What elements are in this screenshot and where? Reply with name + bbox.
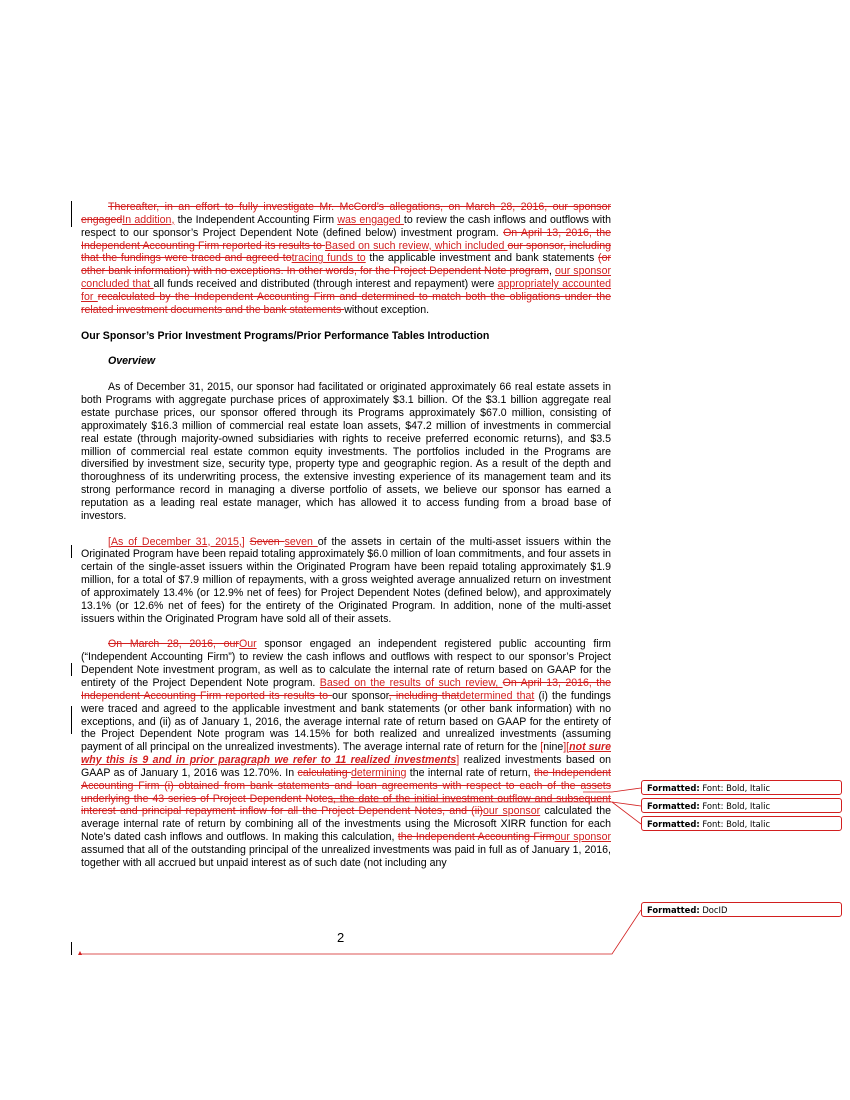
paragraph-repayments: [As of December 31, 2015,] Seven seven of the assets in certain of the multi-asset issuers within the Originated Program have been repaid totaling approximately $6.0 million of loan commitments, and four assets in certain of the single-asset issuers within the Originated Program have been repaid totaling approximately $1.9 million, for a total of $7.9 million of repayments, with a gross weighted average annualized return on investment of approximately 13.4% (or 12.9% net of fees) for Project Dependent Notes (defined below), and approximately 13.1% (or 12.6% net of fees) for the entirety of the Originated Program. In addition, none of the multi-asset issuers within the Originated Program have sold all of their assets. <box>81 535 611 625</box>
paragraph-independent-review: Thereafter, in an effort to fully investigate Mr. McCord’s allegations, on March 28, 2016, our sponsor engagedIn addition, the Independent Accounting Firm was engaged to review the cash inflows and outflows with respect to our sponsor’s Project Dependent Note (defined below) investment program. On April 13, 2016, the Independent Accounting Firm reported its results to Based on such review, which included our sponsor, including that the fundings were traced and agreed totracing funds to the applicable investment and bank statements (or other bank information) with no exceptions. In other words, for the Project Dependent Note program, our sponsor concluded that all funds received and distributed (through interest and repayment) were appropriately accounted for recalculated by the Independent Accounting Firm and determined to match both the obligations under the related investment documents and the bank statements without exception. <box>81 201 611 316</box>
deleted-text: , including that <box>388 689 460 702</box>
inserted-text: ][ <box>563 741 570 754</box>
section-heading: Our Sponsor’s Prior Investment Programs/Prior Performance Tables Introduction <box>81 329 490 342</box>
balloon-connector <box>328 802 641 806</box>
inserted-text: seven <box>284 535 318 548</box>
formatting-balloon[interactable]: Formatted: Font: Bold, Italic <box>641 798 842 813</box>
deleted-text: our sponsor, including that the fundings were traced and agreed to <box>81 239 611 265</box>
inserted-text: [ <box>540 741 544 754</box>
inserted-text: [As of December 31, 2015,] <box>108 535 245 548</box>
anchor-marker <box>78 951 82 955</box>
inserted-text: ] <box>456 754 460 767</box>
inserted-text: determined that <box>459 689 535 702</box>
section-subheading: Overview <box>108 355 156 368</box>
inserted-text: tracing funds to <box>291 252 366 265</box>
inserted-text: Based on the results of such review, <box>319 677 503 689</box>
deleted-text: On April 13, 2016, the Independent Accounting Firm reported its results to <box>81 677 611 702</box>
deleted-text: Seven <box>249 535 285 548</box>
balloon-connector <box>583 788 641 792</box>
formatting-balloon[interactable]: Formatted: Font: Bold, Italic <box>641 780 842 795</box>
inserted-text: appropriately accounted for <box>81 278 611 303</box>
inserted-text: Our <box>238 638 257 651</box>
deleted-text: recalculated by the Independent Accounting Firm and determined to match both the obligations under the related investment documents and the bank statements <box>81 290 611 316</box>
formatting-balloon[interactable]: Formatted: Font: Bold, Italic <box>641 816 842 831</box>
inserted-text: our sponsor <box>482 805 541 818</box>
inserted-text: our sponsor <box>554 831 611 844</box>
balloon-connector <box>80 910 641 954</box>
inserted-text: Based on such review, which included <box>324 239 508 252</box>
inserted-text: determining <box>351 766 407 779</box>
paragraph-overview: As of December 31, 2015, our sponsor had facilitated or originated approximately 66 real estate assets in both Programs with aggregate purchase prices of approximately $3.1 billion. Of the $3.1 billion aggregate real estate purchase prices, our sponsor offered through its Programs approximately $67.0 million, consisting of approximately $16.3 million of commercial real estate loan assets, $47.2 million of investments in commercial real estate (through majority-owned subsidiaries with rights to receive preferred economic returns), and $3.5 million of commercial real estate common equity investments. The portfolios included in the Programs are diversified by investment size, security type, property type and geographic region. As a result of the depth and thoroughness of its underwriting process, the extensive investing experience of its management team and its strong performance record in managing a diverse portfolio of assets, we believe our sponsor has earned a reputation as a leading real estate manager, which has allowed it to access funding from a broad base of investors. <box>81 381 611 522</box>
inserted-comment-text: not sure why this is 9 and in prior paragraph we refer to 11 realized investments <box>81 741 611 767</box>
deleted-text: calculating <box>297 766 351 779</box>
page-number: 2 <box>337 930 345 945</box>
paragraph-accounting-firm: On March 28, 2016, ourOur sponsor engaged an independent registered public accounting firm (“Independent Accounting Firm”) to review the cash inflows and outflows with respect to our sponsor’s Project Dependent Note investment program, as well as to calculate the internal rate of return based on GAAP for the entirety of the Project Dependent Note program. Based on the results of such review, On April 13, 2016, the Independent Accounting Firm reported its results to our sponsor, including thatdetermined that (i) the fundings were traced and agreed to the applicable investment and bank statements (or other bank information) with no exceptions, and (ii) as of January 1, 2016, the average internal rate of return based on GAAP for the entirety of the Project Dependent Note program was 14.15% for both realized and unrealized investments (assuming payment of all principal on the unrealized investments). The average internal rate of return for the [nine][not sure why this is 9 and in prior paragraph we refer to 11 realized investments] realized investments based on GAAP as of January 1, 2016 was 12.70%. In calculating determining the internal rate of return, the Independent Accounting Firm (i) obtained from bank statements and loan agreements with respect to each of the assets underlying the 43 series of Project Dependent Notes, the date of the initial investment outflow and subsequent interest and principal repayment inflow for all the Project Dependent Notes, and (ii)our sponsor calculated the average internal rate of return by combining all of the investments using the Microsoft XIRR function for each Note’s dated cash inflows and outflows. In making this calculation, the Independent Accounting Firmour sponsor assumed that all of the outstanding principal of the unrealized investments was paid in full as of January 1, 2016, together with all accrued but unpaid interest as of such date (not including any <box>81 638 612 869</box>
inserted-text: In addition, <box>122 213 175 226</box>
deleted-text: On March 28, 2016, our <box>108 638 239 651</box>
deleted-text: Thereafter, in an effort to fully investigate Mr. McCord’s allegations, on March 28, 2016, our sponsor engaged <box>81 201 611 226</box>
deleted-text: (or other bank information) with no exceptions. In other words, for the Project Dependent Note program <box>81 252 611 278</box>
deleted-text: On April 13, 2016, the Independent Accounting Firm reported its results to <box>81 226 611 252</box>
inserted-text: was engaged <box>337 213 404 226</box>
inserted-text: our sponsor concluded that <box>81 265 611 291</box>
deleted-text: the Independent Accounting Firm <box>397 831 555 844</box>
deleted-text: the Independent Accounting Firm (i) obtained from bank statements and loan agreements with respect to each of the assets underlying the 43 series of Project Dependent Notes, the date of the initial investment outflow and subsequent interest and principal repayment inflow for all the Project Dependent Notes, and (ii) <box>81 766 611 818</box>
formatting-balloon[interactable]: Formatted: DocID <box>641 902 842 917</box>
